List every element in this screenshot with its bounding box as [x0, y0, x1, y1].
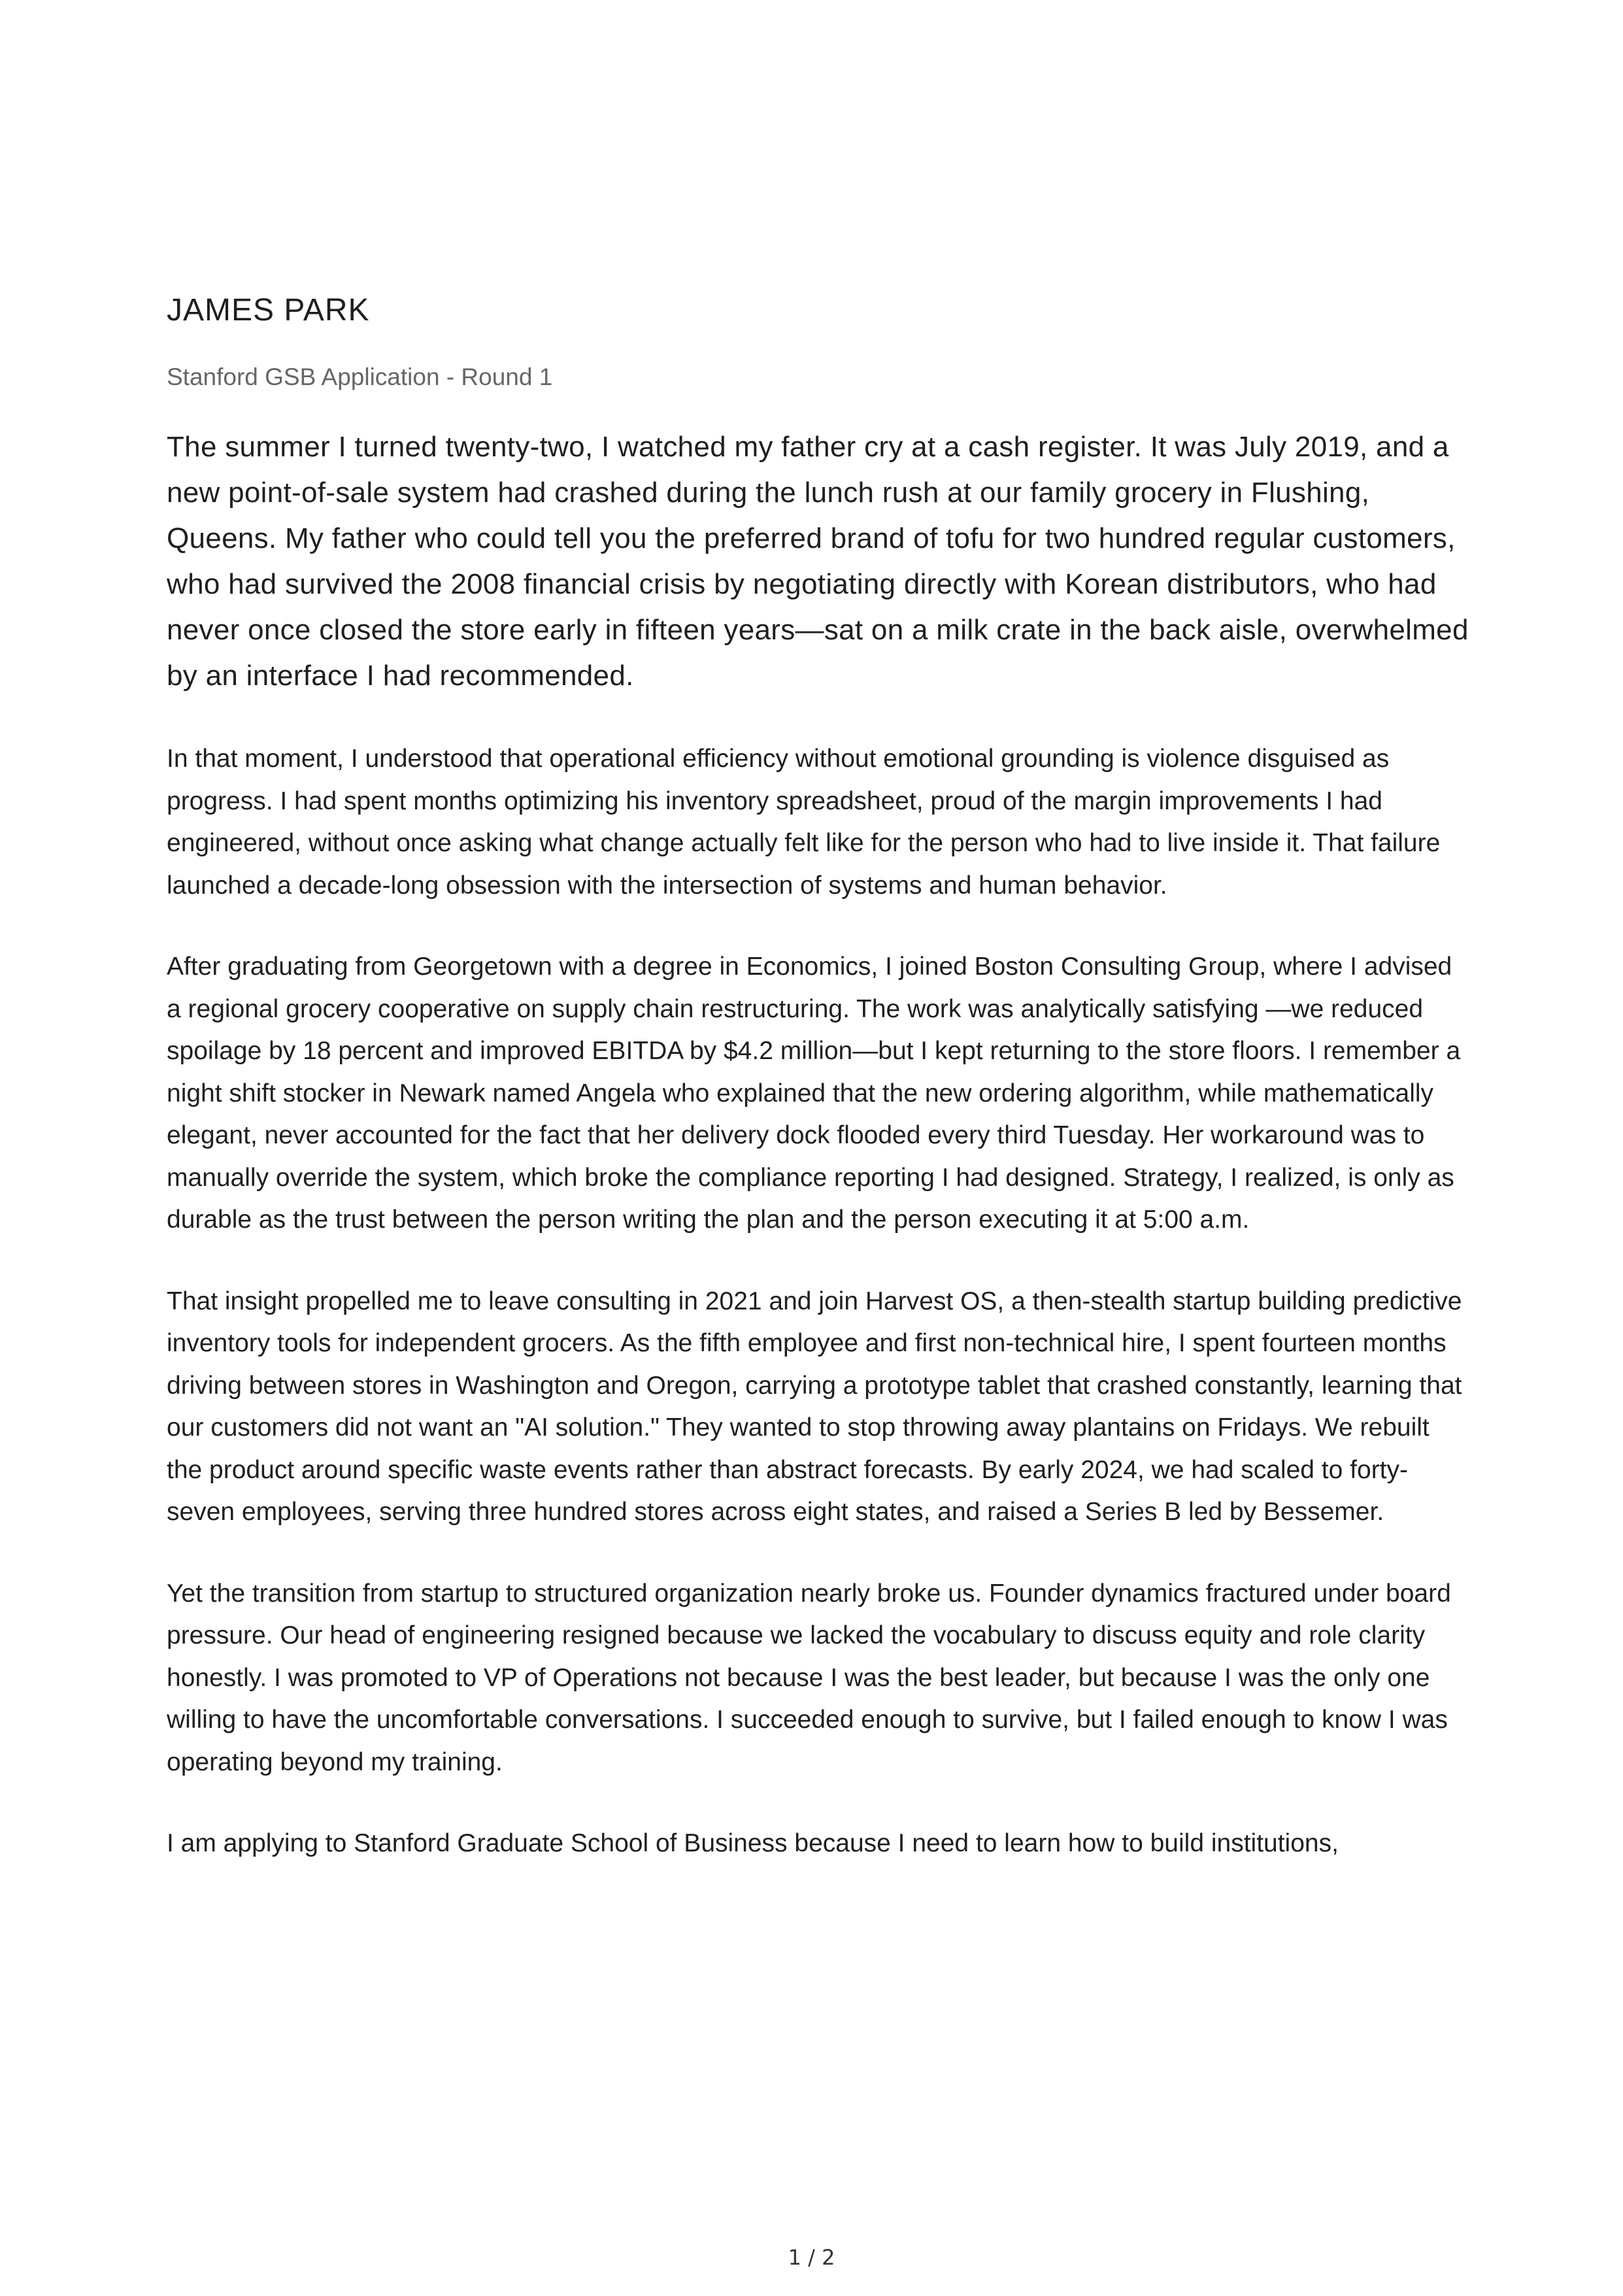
body-paragraph: I am applying to Stanford Graduate School of Business because I need to learn how to build institutions, [167, 1829, 1339, 1857]
application-subtitle: Stanford GSB Application - Round 1 [167, 363, 553, 390]
body-paragraph: Yet the transition from startup to structured organization nearly broke us. Founder dynamics fractured under board pressure. Our head of engineering resigned because we lacked the vocabulary to discuss equity and role clarity honestly. I was promoted to VP of Operations not because I was the best leader, but because I was the only one willing to have the uncomfortable conversations. I succeeded enough to survive, but I failed enough to know I was operating beyond my training. [167, 1579, 1451, 1776]
page-number: 1 / 2 [788, 2245, 835, 2270]
body-paragraph: After graduating from Georgetown with a degree in Economics, I joined Boston Consulting Group, where I advised a regional grocery cooperative on supply chain restructuring. The work was analytically satisfying —we reduced spoilage by 18 percent and improved EBITDA by $4.2 million—but I kept returning to the store floors. I remember a night shift stocker in Newark named Angela who explained that the new ordering algorithm, while mathematically elegant, never accounted for the fact that her delivery dock flooded every third Tuesday. Her workaround was to manually override the system, which broke the compliance reporting I had designed. Strategy, I realized, is only as durable as the trust between the person writing the plan and the person executing it at 5:00 a.m. [167, 953, 1461, 1234]
body-paragraph: In that moment, I understood that operational efficiency without emotional grounding is violence disguised as progress. I had spent months optimizing his inventory spreadsheet, proud of the margin improvements I had engineered, without once asking what change actually felt like for the person who had to live inside it. That failure launched a decade-long obsession with the intersection of systems and human behavior. [167, 745, 1441, 900]
lead-paragraph: The summer I turned twenty-two, I watched my father cry at a cash register. It was July 2019, and a new point-of-sale system had crashed during the lunch rush at our family grocery in Flushing, Queens. My father who could tell you the preferred brand of tofu for two hundred regular customers, who had survived the 2008 financial crisis by negotiating directly with Korean distributors, who had never once closed the store early in fifteen years—sat on a milk crate in the back aisle, overwhelmed by an interface I had recommended. [167, 431, 1469, 692]
applicant-name: JAMES PARK [167, 293, 370, 328]
body-paragraph: That insight propelled me to leave consulting in 2021 and join Harvest OS, a then-stealth startup building predictive inventory tools for independent grocers. As the fifth employee and first non-technical hire, I spent fourteen months driving between stores in Washington and Oregon, carrying a prototype tablet that crashed constantly, learning that our customers did not want an "AI solution." They wanted to stop throwing away plantains on Fridays. We rebuilt the product around specific waste events rather than abstract forecasts. By early 2024, we had scaled to forty-seven employees, serving three hundred stores across eight states, and raised a Series B led by Bessemer. [167, 1287, 1462, 1526]
essay-content [167, 291, 1471, 1865]
